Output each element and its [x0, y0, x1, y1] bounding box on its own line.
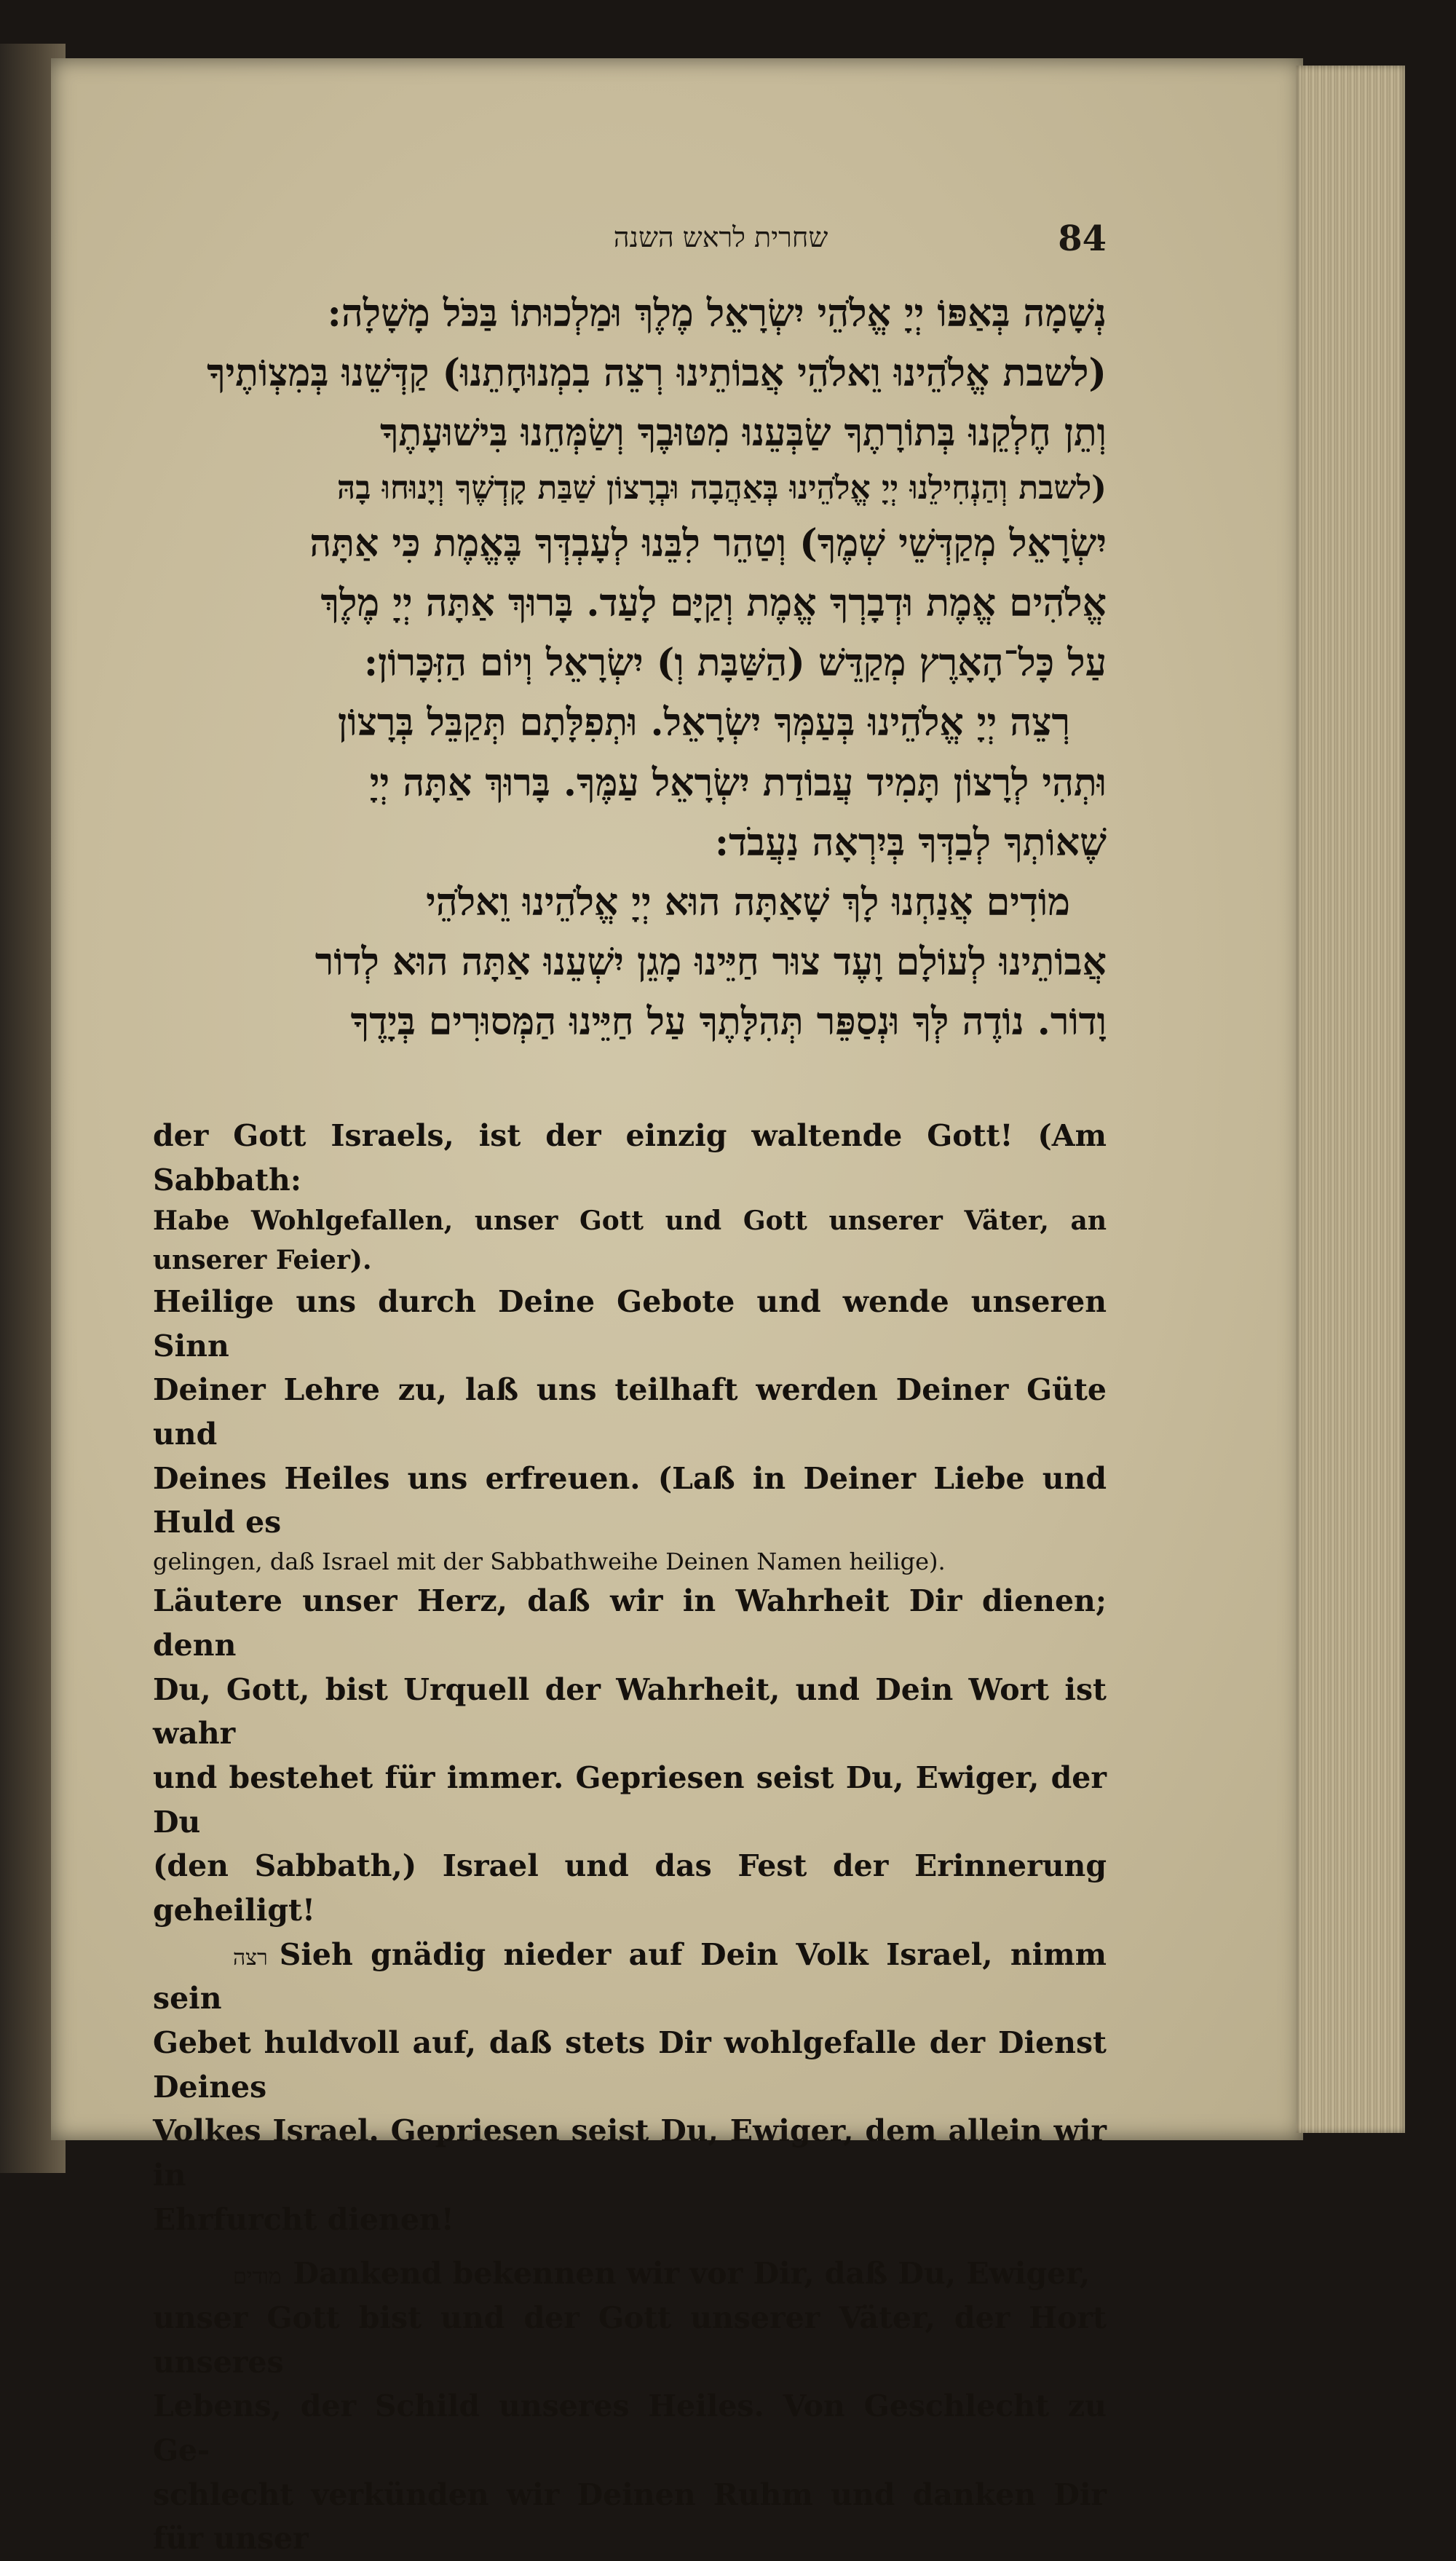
german-line: (den Sabbath,) Israel und das Fest der Erinnerung geheiligt!	[153, 1848, 1107, 1928]
german-line: Gebet huldvoll auf, daß stets Dir wohlgefalle der Dienst Deines	[153, 2024, 1107, 2105]
hebrew-line: נְשָׁמָה בְּאַפּוֹ יְיָ אֱלֹהֵי יִשְׂרָאֵל מֶלֶךְ וּמַלְכוּתוֹ בַּכֹּל מָשָׁלָה:	[327, 291, 1107, 336]
german-line: schlecht verkünden wir Deinen Ruhm und danken Dir für unser	[153, 2477, 1107, 2557]
hebrew-line: יִשְׂרָאֵל מְקַדְּשֵׁי שְׁמֶךָ) וְטַהֵר לִבֵּנוּ לְעָבְדְּךָ בֶּאֱמֶת כִּי אַתָּה	[309, 520, 1107, 566]
page-number: 84	[1058, 218, 1107, 259]
page-edges	[1296, 66, 1405, 2133]
hebrew-line: (לשבת אֱלֹהֵינוּ וֵאלֹהֵי אֲבוֹתֵינוּ רְצֵה בִמְנוּחָתֵנוּ) קַדְּשֵׁנוּ בְּמִצְוֹתֶיךָ	[207, 351, 1107, 396]
german-translation	[153, 1114, 1107, 2561]
german-line: Volkes Israel. Gepriesen seist Du, Ewiger, dem allein wir in	[153, 2113, 1107, 2193]
german-line-text: Sieh gnädig nieder auf Dein Volk Israel, nimm sein	[153, 1936, 1107, 2016]
german-line: Läutere unser Herz, daß wir in Wahrheit Dir dienen; denn	[153, 1583, 1107, 1663]
hebrew-line: מוֹדִים אֲנַחְנוּ לָךְ שָׁאַתָּה הוּא יְיָ אֱלֹהֵינוּ וֵאלֹהֵי	[426, 879, 1070, 925]
german-line: Du, Gott, bist Urquell der Wahrheit, und Dein Wort ist wahr	[153, 1671, 1107, 1751]
german-line: und bestehet für immer. Gepriesen seist Du, Ewiger, der Du	[153, 1760, 1107, 1840]
hebrew-line: וָדוֹר. נוֹדֶה לְּךָ וּנְסַפֵּר תְּהִלָּתֶךָ עַל חַיֵּינוּ הַמְּסוּרִים בְּיָדֶךָ	[350, 1000, 1107, 1045]
german-line: Deines Heiles uns erfreuen. (Laß in Deiner Liebe und Huld es	[153, 1460, 1107, 1540]
hebrew-line: שֶׁאוֹתְךָ לְבַדְּךָ בְּיִרְאָה נַעֲבֹד:	[714, 820, 1107, 865]
hebrew-line: אֲבוֹתֵינוּ לְעוֹלָם וָעֶד צוּר חַיֵּינוּ מָגֵן יִשְׁעֵנוּ אַתָּה הוּא לְדוֹר	[314, 940, 1107, 985]
german-line: der Gott Israels, ist der einzig waltende Gott! (Am Sabbath:	[153, 1118, 1107, 1198]
german-line	[153, 1933, 1107, 2021]
german-line: gelingen, daß Israel mit der Sabbathweihe Deinen Namen heilige).	[153, 1547, 946, 1575]
hebrew-text-block	[153, 284, 1107, 1052]
hebrew-line: אֱלֹהִים אֱמֶת וּדְבָרְךָ אֱמֶת וְקַיָּם לָעַד. בָּרוּךְ אַתָּה יְיָ מֶלֶךְ	[320, 581, 1107, 626]
german-line: Ehrfurcht dienen!	[153, 2201, 454, 2237]
hebrew-line: וּתְהִי לְרָצוֹן תָּמִיד עֲבוֹדַת יִשְׂרָאֵל עַמֶּךָ. בָּרוּךְ אַתָּה יְיָ	[369, 760, 1107, 805]
german-line: Deiner Lehre zu, laß uns teilhaft werden Deiner Güte und	[153, 1372, 1107, 1452]
hebrew-keyword-marker: מודים	[233, 2264, 282, 2290]
german-line: Heilige uns durch Deine Gebote und wende unseren Sinn	[153, 1283, 1107, 1363]
page-header	[153, 218, 1107, 284]
hebrew-keyword-marker: רצה	[233, 1944, 268, 1971]
german-line-text: Dankend bekennen wir vor Dir, daß Du, Ewiger,	[293, 2256, 1091, 2292]
german-line: Habe Wohlgefallen, unser Gott und Gott unserer Väter, an unserer Feier).	[153, 1206, 1107, 1275]
hebrew-line: עַל כָּל־הָאָרֶץ מְקַדֵּשׁ (הַשַּׁבָּת וְ) יִשְׂרָאֵל וְיוֹם הַזִּכָּרוֹן:	[363, 641, 1107, 686]
hebrew-line: רְצֵה יְיָ אֱלֹהֵינוּ בְּעַמְּךָ יִשְׂרָאֵל. וּתְפִלָּתָם תְּקַבֵּל בְּרָצוֹן	[338, 700, 1070, 745]
german-line	[153, 2252, 1107, 2296]
running-title: שחרית לראש השנה	[613, 221, 828, 253]
hebrew-line: (לשבת וְהַנְחִילֵנוּ יְיָ אֱלֹהֵינוּ בְּאַהֲבָה וּבְרָצוֹן שַׁבַּת קָדְשֶׁךָ וְיָנוּחוּ בָהּ	[336, 470, 1107, 507]
german-line: Lebens, der Schild unseres Heiles. Von Geschlecht zu Ge-	[153, 2388, 1107, 2469]
hebrew-line: וְתֵן חֶלְקֵנוּ בְּתוֹרָתֶךָ שַׂבְּעֵנוּ מִטּוּבֶךָ וְשַׂמְּחֵנוּ בִּישׁוּעָתֶךָ	[379, 411, 1107, 456]
german-line: unser Gott bist und der Gott unserer Väter, der Hort unseres	[153, 2300, 1107, 2380]
